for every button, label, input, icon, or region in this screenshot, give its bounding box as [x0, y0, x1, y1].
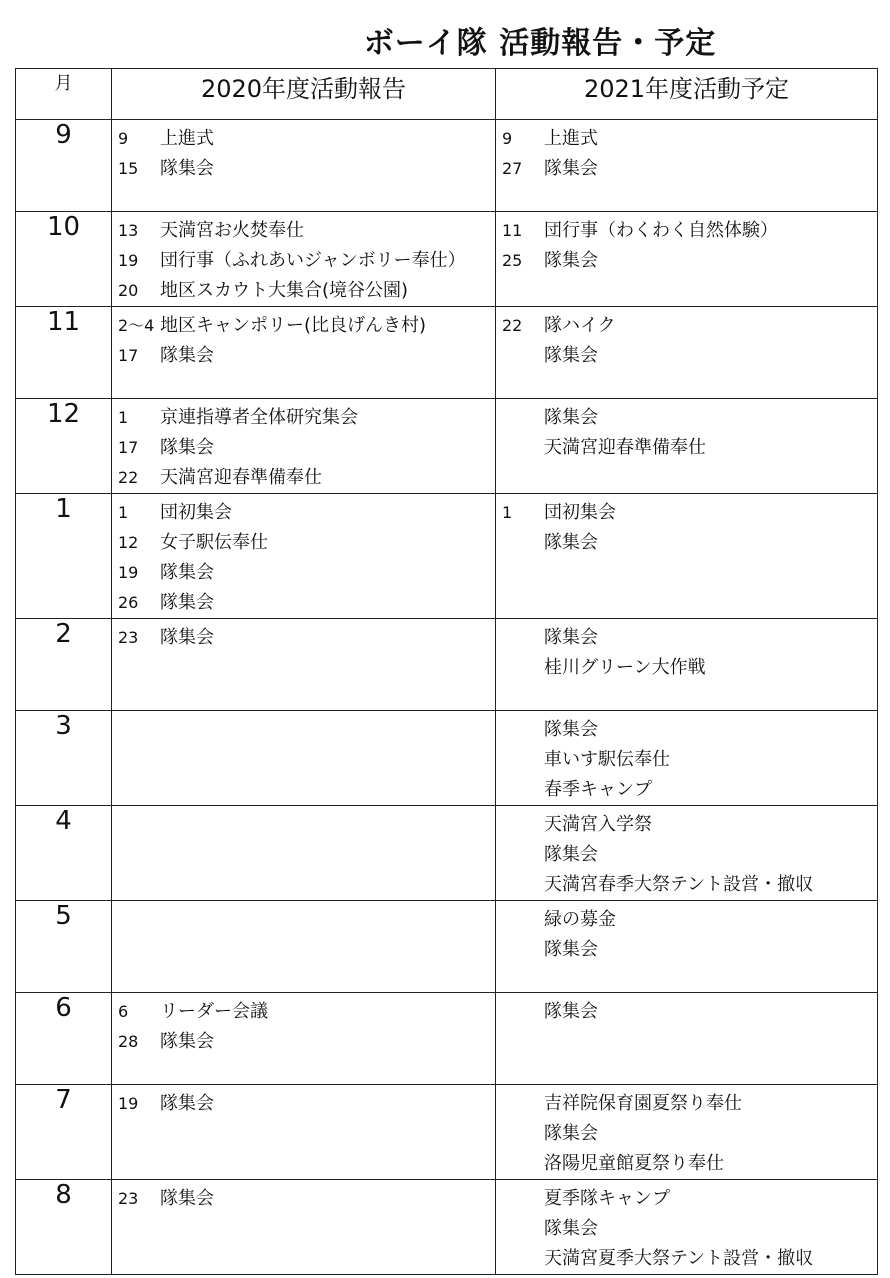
- entry-day: 13: [118, 221, 139, 240]
- plan-cell: [496, 619, 878, 711]
- entry-day: [496, 997, 544, 1027]
- list-item: [112, 311, 495, 341]
- list-item: [496, 1214, 877, 1244]
- entry-event: 団行事（わくわく自然体験）: [544, 220, 778, 241]
- entry-event: 天満宮夏季大祭テント設営・撤収: [544, 1248, 814, 1269]
- header-report: 2020年度活動報告: [112, 69, 496, 120]
- entry-day: 6: [118, 1002, 129, 1021]
- entry-event: 天満宮春季大祭テント設営・撤収: [544, 874, 814, 895]
- entry-day: 22: [118, 468, 139, 487]
- entry-event: 車いす駅伝奉仕: [544, 749, 670, 770]
- plan-entries: [496, 1085, 877, 1179]
- list-item: [496, 216, 877, 246]
- list-item: [112, 276, 495, 306]
- entry-day: [496, 775, 544, 805]
- entry-day: 23: [118, 1189, 139, 1208]
- header-month: 月: [16, 69, 112, 120]
- list-item: [496, 935, 877, 965]
- entry-event: 女子駅伝奉仕: [160, 532, 268, 553]
- month-cell: 3: [16, 711, 112, 806]
- list-item: [112, 498, 495, 528]
- plan-cell: [496, 120, 878, 212]
- entry-event: 天満宮迎春準備奉仕: [160, 467, 322, 488]
- page-title: ボーイ隊 活動報告・予定: [363, 26, 717, 61]
- entry-event: 隊集会: [160, 1188, 214, 1209]
- entry-event: 隊集会: [544, 1123, 598, 1144]
- entry-event: 夏季隊キャンプ: [544, 1188, 670, 1209]
- plan-cell: [496, 399, 878, 494]
- month-cell: 10: [16, 212, 112, 307]
- month-cell: 1: [16, 494, 112, 619]
- table-row: [16, 711, 878, 806]
- month-cell: 4: [16, 806, 112, 901]
- plan-entries: [496, 619, 877, 683]
- report-entries: [112, 711, 495, 715]
- list-item: [112, 1089, 495, 1119]
- list-item: [496, 341, 877, 371]
- report-cell: [112, 494, 496, 619]
- list-item: [112, 246, 495, 276]
- report-cell: [112, 120, 496, 212]
- table-row: [16, 1085, 878, 1180]
- entry-event: 団初集会: [544, 502, 616, 523]
- list-item: [496, 715, 877, 745]
- entry-day: 1: [118, 408, 129, 427]
- table-row: [16, 399, 878, 494]
- table-row: [16, 494, 878, 619]
- entry-event: 隊集会: [160, 1093, 214, 1114]
- entry-day: [496, 745, 544, 775]
- table-row: [16, 120, 878, 212]
- entry-day: 25: [502, 251, 523, 270]
- list-item: [112, 124, 495, 154]
- entry-event: 隊集会: [544, 532, 598, 553]
- entry-day: [496, 1089, 544, 1119]
- report-cell: [112, 993, 496, 1085]
- plan-entries: [496, 711, 877, 805]
- entry-day: [496, 528, 544, 558]
- entry-day: 1: [118, 503, 129, 522]
- plan-cell: [496, 901, 878, 993]
- list-item: [496, 997, 877, 1027]
- list-item: [496, 403, 877, 433]
- list-item: [496, 1149, 877, 1179]
- list-item: [112, 588, 495, 618]
- entry-event: 天満宮入学祭: [544, 814, 652, 835]
- month-cell: 9: [16, 120, 112, 212]
- table-row: [16, 307, 878, 399]
- entry-day: [496, 905, 544, 935]
- entry-event: 地区スカウト大集合(境谷公園): [160, 280, 409, 301]
- report-entries: [112, 619, 495, 653]
- month-cell: 11: [16, 307, 112, 399]
- entry-event: 吉祥院保育園夏祭り奉仕: [544, 1093, 742, 1114]
- report-cell: [112, 212, 496, 307]
- list-item: [496, 246, 877, 276]
- list-item: [496, 840, 877, 870]
- entry-event: 隊集会: [544, 345, 598, 366]
- list-item: [496, 311, 877, 341]
- report-entries: [112, 1085, 495, 1119]
- list-item: [496, 745, 877, 775]
- entry-day: 11: [502, 221, 523, 240]
- report-entries: [112, 901, 495, 905]
- plan-cell: [496, 993, 878, 1085]
- report-cell: [112, 399, 496, 494]
- entry-day: 19: [118, 1094, 139, 1113]
- plan-entries: [496, 120, 877, 184]
- list-item: [496, 775, 877, 805]
- plan-entries: [496, 399, 877, 463]
- entry-event: 地区キャンポリー(比良げんき村): [160, 315, 427, 336]
- entry-day: 9: [118, 129, 129, 148]
- entry-day: 9: [502, 129, 513, 148]
- entry-event: 団行事（ふれあいジャンボリー奉仕）: [160, 250, 466, 271]
- report-entries: [112, 1180, 495, 1214]
- entry-event: 隊集会: [544, 250, 598, 271]
- entry-event: 隊集会: [160, 158, 214, 179]
- list-item: [496, 528, 877, 558]
- entry-day: [496, 1244, 544, 1274]
- entry-day: [496, 935, 544, 965]
- header-row: [16, 69, 878, 120]
- entry-day: [496, 1119, 544, 1149]
- entry-day: [496, 870, 544, 900]
- entry-day: [496, 623, 544, 653]
- report-entries: [112, 307, 495, 371]
- entry-day: 2～4: [118, 316, 155, 335]
- table-row: [16, 806, 878, 901]
- plan-entries: [496, 307, 877, 371]
- report-entries: [112, 494, 495, 618]
- report-cell: [112, 1085, 496, 1180]
- entry-day: [496, 1184, 544, 1214]
- list-item: [496, 1244, 877, 1274]
- list-item: [112, 433, 495, 463]
- entry-event: 隊ハイク: [544, 315, 616, 336]
- list-item: [496, 905, 877, 935]
- table-row: [16, 212, 878, 307]
- entry-day: 26: [118, 593, 139, 612]
- list-item: [112, 558, 495, 588]
- entry-event: 春季キャンプ: [544, 779, 652, 800]
- month-cell: 7: [16, 1085, 112, 1180]
- report-cell: [112, 619, 496, 711]
- entry-day: 27: [502, 159, 523, 178]
- report-cell: [112, 806, 496, 901]
- list-item: [496, 154, 877, 184]
- entry-event: 隊集会: [544, 1218, 598, 1239]
- entry-event: 隊集会: [544, 939, 598, 960]
- list-item: [112, 216, 495, 246]
- entry-day: [496, 810, 544, 840]
- plan-cell: [496, 711, 878, 806]
- list-item: [496, 1184, 877, 1214]
- entry-event: 隊集会: [160, 592, 214, 613]
- entry-event: 桂川グリーン大作戦: [544, 657, 706, 678]
- list-item: [112, 1027, 495, 1057]
- schedule-table: [15, 68, 878, 1275]
- entry-event: 洛陽児童館夏祭り奉仕: [544, 1153, 724, 1174]
- list-item: [112, 463, 495, 493]
- entry-day: [496, 403, 544, 433]
- list-item: [112, 997, 495, 1027]
- report-cell: [112, 901, 496, 993]
- list-item: [112, 528, 495, 558]
- list-item: [112, 623, 495, 653]
- table-row: [16, 619, 878, 711]
- entry-day: 17: [118, 438, 139, 457]
- list-item: [496, 498, 877, 528]
- entry-day: 17: [118, 346, 139, 365]
- entry-event: 隊集会: [544, 719, 598, 740]
- list-item: [112, 154, 495, 184]
- entry-event: 隊集会: [160, 627, 214, 648]
- entry-day: [496, 341, 544, 371]
- plan-entries: [496, 993, 877, 1027]
- table-row: [16, 901, 878, 993]
- month-cell: 5: [16, 901, 112, 993]
- report-entries: [112, 120, 495, 184]
- plan-cell: [496, 307, 878, 399]
- list-item: [496, 810, 877, 840]
- table-row: [16, 993, 878, 1085]
- report-cell: [112, 711, 496, 806]
- entry-event: 隊集会: [544, 627, 598, 648]
- entry-day: [496, 433, 544, 463]
- entry-event: 団初集会: [160, 502, 232, 523]
- entry-event: 隊集会: [544, 844, 598, 865]
- plan-cell: [496, 1180, 878, 1275]
- list-item: [496, 623, 877, 653]
- entry-day: [496, 1149, 544, 1179]
- list-item: [496, 1089, 877, 1119]
- list-item: [496, 124, 877, 154]
- entry-day: [496, 1214, 544, 1244]
- plan-entries: [496, 901, 877, 965]
- report-entries: [112, 993, 495, 1057]
- entry-event: 隊集会: [160, 562, 214, 583]
- entry-event: 隊集会: [160, 345, 214, 366]
- list-item: [112, 1184, 495, 1214]
- list-item: [112, 403, 495, 433]
- list-item: [496, 433, 877, 463]
- plan-entries: [496, 806, 877, 900]
- plan-cell: [496, 494, 878, 619]
- entry-event: 隊集会: [544, 407, 598, 428]
- plan-cell: [496, 212, 878, 307]
- plan-entries: [496, 212, 877, 276]
- entry-event: 隊集会: [160, 1031, 214, 1052]
- entry-day: 1: [502, 503, 513, 522]
- entry-event: 緑の募金: [544, 909, 616, 930]
- table-row: [16, 1180, 878, 1275]
- entry-event: 京連指導者全体研究集会: [160, 407, 358, 428]
- entry-event: 隊集会: [160, 437, 214, 458]
- entry-day: [496, 715, 544, 745]
- month-cell: 12: [16, 399, 112, 494]
- schedule-body: [16, 120, 878, 1275]
- list-item: [496, 1119, 877, 1149]
- entry-day: 19: [118, 251, 139, 270]
- entry-event: 隊集会: [544, 1001, 598, 1022]
- month-cell: 6: [16, 993, 112, 1085]
- entry-day: 22: [502, 316, 523, 335]
- entry-event: 隊集会: [544, 158, 598, 179]
- report-entries: [112, 399, 495, 493]
- entry-day: 23: [118, 628, 139, 647]
- plan-cell: [496, 1085, 878, 1180]
- entry-day: [496, 840, 544, 870]
- plan-entries: [496, 1180, 877, 1274]
- entry-day: 15: [118, 159, 139, 178]
- plan-cell: [496, 806, 878, 901]
- report-entries: [112, 212, 495, 306]
- report-entries: [112, 806, 495, 810]
- entry-event: 天満宮お火焚奉仕: [160, 220, 304, 241]
- entry-day: 28: [118, 1032, 139, 1051]
- report-cell: [112, 307, 496, 399]
- month-cell: 2: [16, 619, 112, 711]
- header-plan: 2021年度活動予定: [496, 69, 878, 120]
- entry-event: 上進式: [544, 128, 598, 149]
- list-item: [496, 870, 877, 900]
- plan-entries: [496, 494, 877, 558]
- entry-day: [496, 653, 544, 683]
- entry-event: 上進式: [160, 128, 214, 149]
- entry-day: 19: [118, 563, 139, 582]
- entry-event: 天満宮迎春準備奉仕: [544, 437, 706, 458]
- entry-event: リーダー会議: [160, 1001, 268, 1022]
- report-cell: [112, 1180, 496, 1275]
- list-item: [112, 341, 495, 371]
- month-cell: 8: [16, 1180, 112, 1275]
- list-item: [496, 653, 877, 683]
- entry-day: 12: [118, 533, 139, 552]
- entry-day: 20: [118, 281, 139, 300]
